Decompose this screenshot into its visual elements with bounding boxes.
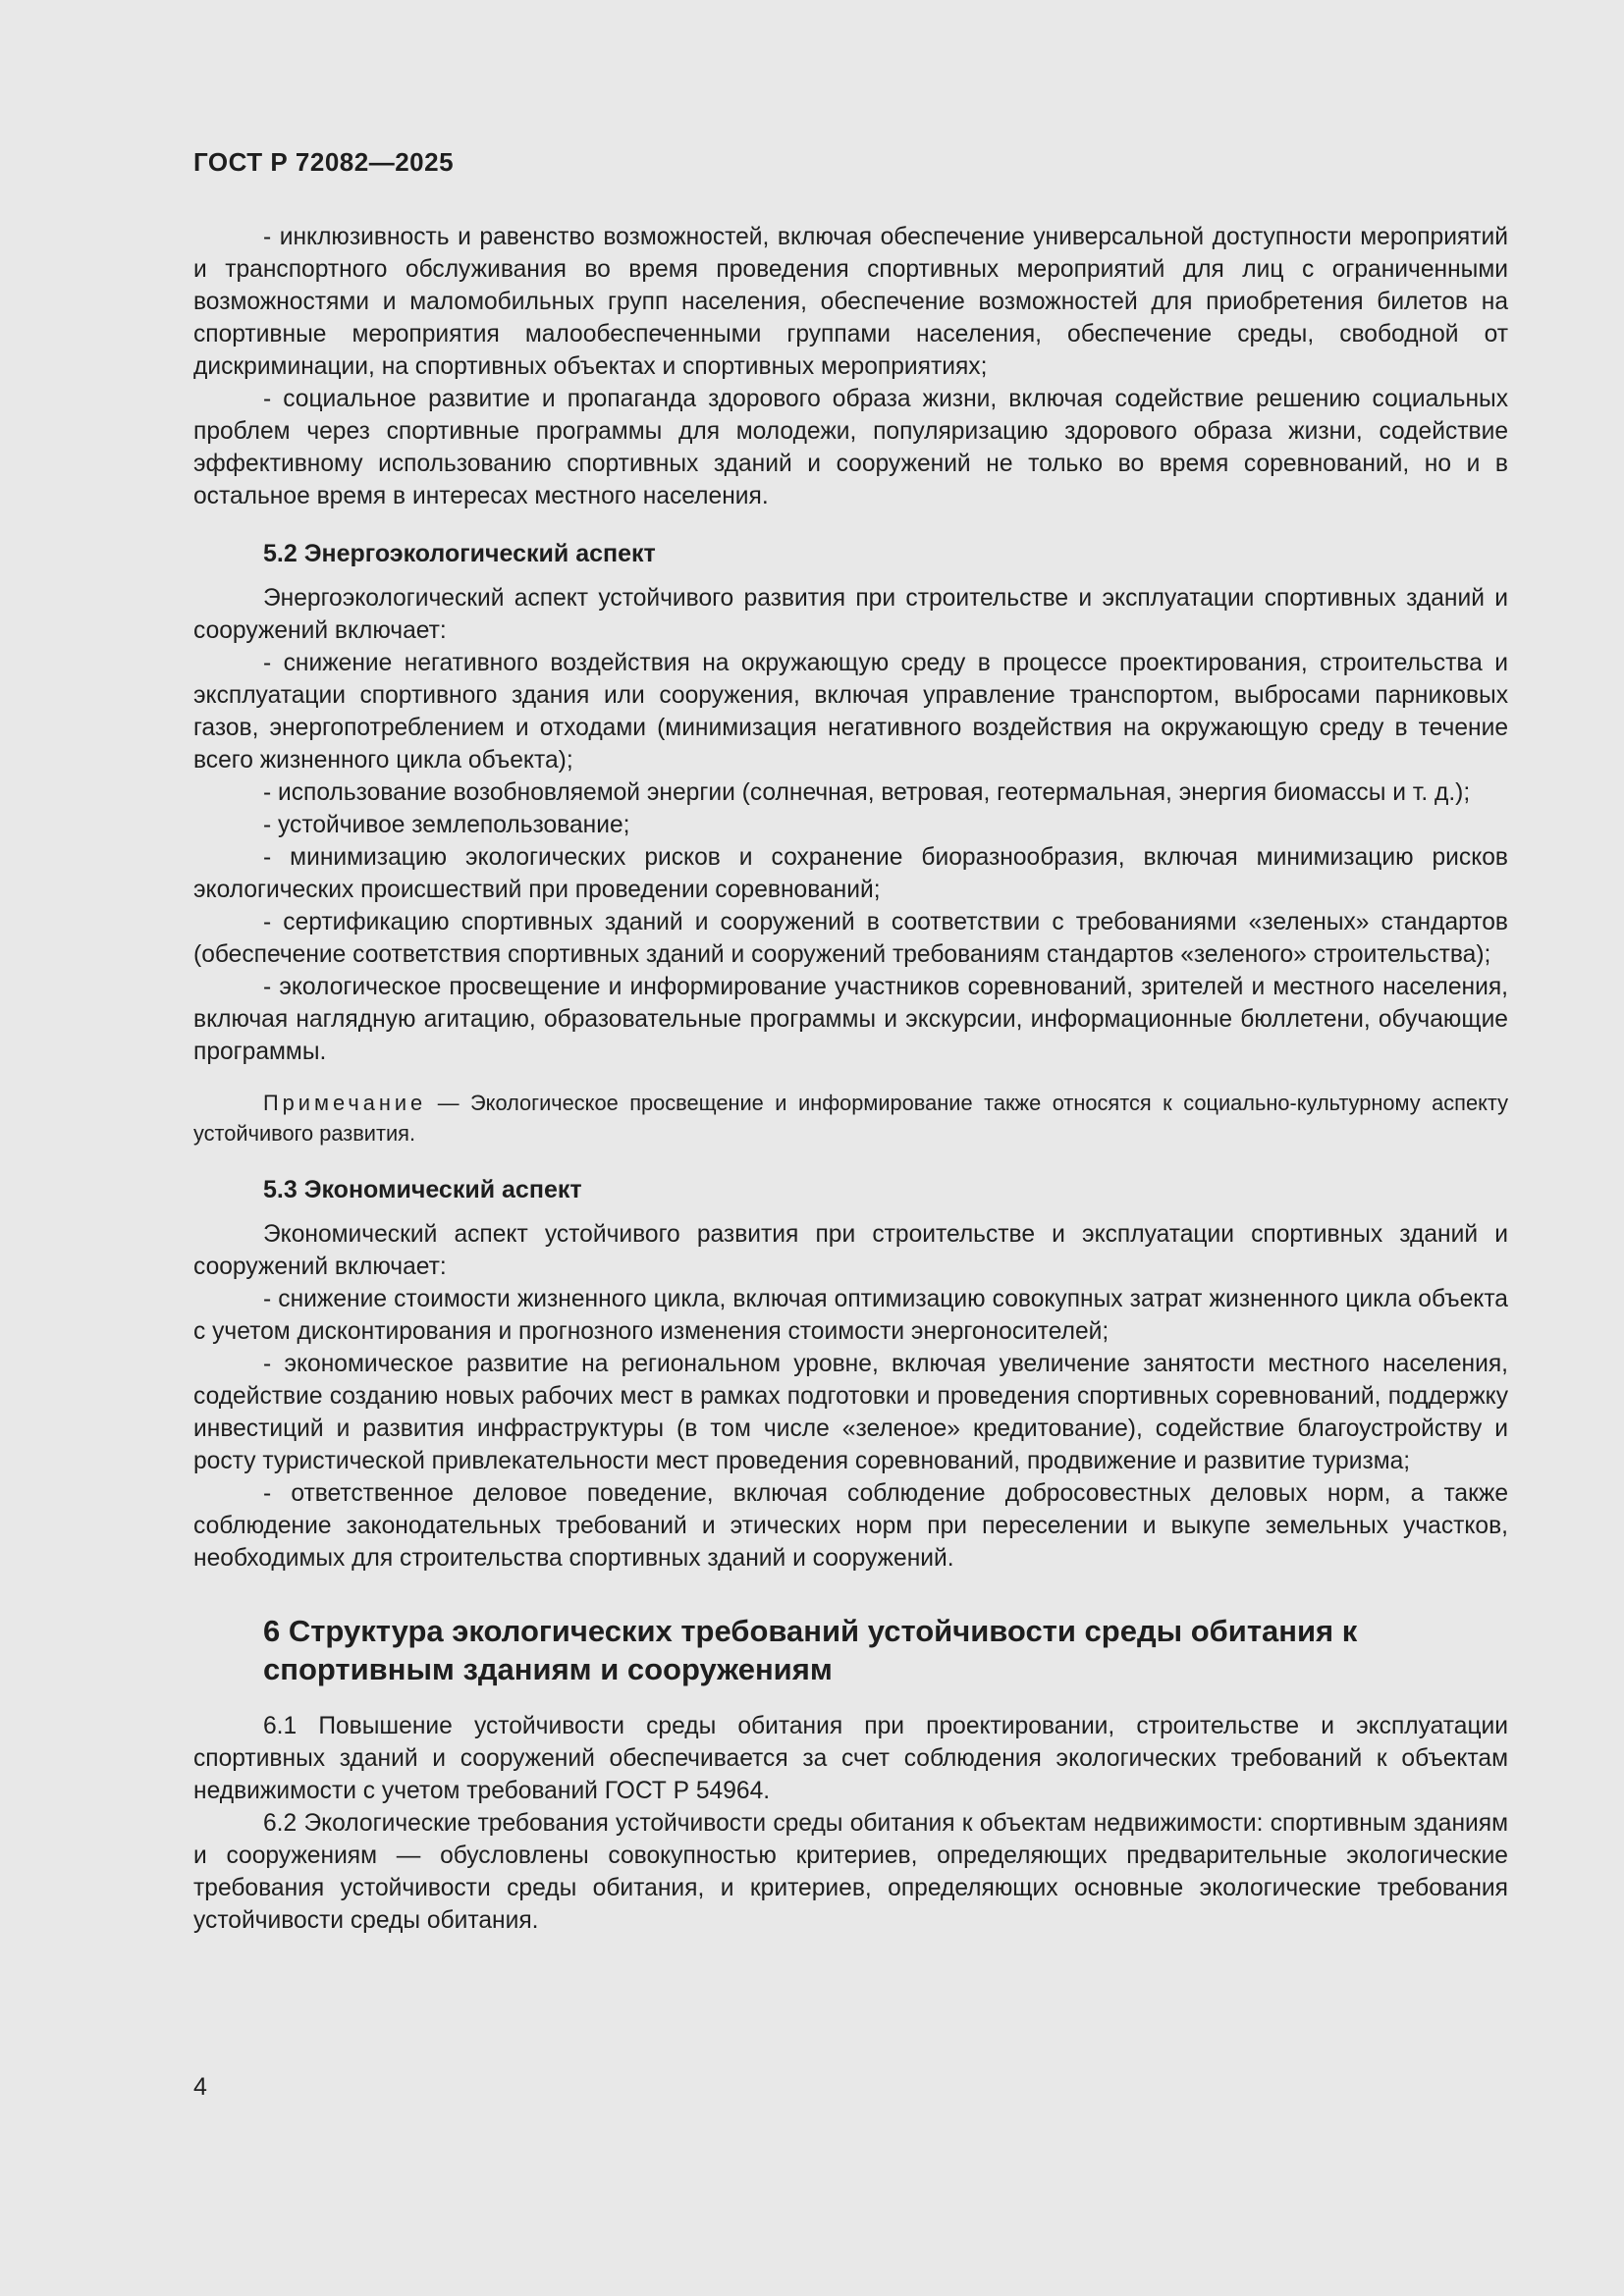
note-label: Примечание: [263, 1091, 427, 1115]
list-item: - социальное развитие и пропаганда здорового образа жизни, включая содействие решению социальных проблем через спортивные программы для молодежи, популяризацию здорового образа жизни, содействие эффективному использованию спортивных зданий и сооружений не только во время соревнований, но и в остальное время в интересах местного населения.: [193, 386, 1508, 509]
paragraph: 6.2 Экологические требования устойчивости среды обитания к объектам недвижимости: спортивным зданиям и сооружениям — обусловлены совокупностью критериев, определяющих предварительные экологические требования устойчивости среды обитания, и критериев, определяющих основные экологические требования устойчивости среды обитания.: [193, 1810, 1508, 1934]
section-5-2-body: [193, 582, 1508, 1068]
section-heading-5-2: 5.2 Энергоэкологический аспект: [263, 540, 656, 567]
list-item: - снижение стоимости жизненного цикла, включая оптимизацию совокупных затрат жизненного цикла объекта с учетом дисконтирования и прогнозного изменения стоимости энергоносителей;: [193, 1286, 1508, 1345]
paragraph: 6.1 Повышение устойчивости среды обитания при проектировании, строительстве и эксплуатации спортивных зданий и сооружений обеспечивается за счет соблюдения экологических требований к объектам недвижимости с учетом требований ГОСТ Р 54964.: [193, 1713, 1508, 1804]
section-6-body: [193, 1710, 1508, 1937]
list-item: - экономическое развитие на региональном уровне, включая увеличение занятости местного населения, содействие созданию новых рабочих мест в рамках подготовки и проведения спортивных соревнований, поддержку инвестиций и развития инфраструктуры (в том числе «зеленое» кредитование), содействие благоустройству и росту туристической привлекательности мест проведения соревнований, продвижение и развитие туризма;: [193, 1351, 1508, 1474]
list-item: - инклюзивность и равенство возможностей, включая обеспечение универсальной доступности мероприятий и транспортного обслуживания во время проведения спортивных мероприятий для лиц с ограниченными возможностями и маломобильных групп населения, обеспечение возможностей для приобретения билетов на спортивные мероприятия малообеспеченными группами населения, обеспечение среды, свободной от дискриминации, на спортивных объектах и спортивных мероприятиях;: [193, 224, 1508, 380]
chapter-heading-6: 6 Структура экологических требований устойчивости среды обитания к спортивным зданиям и сооружениям: [263, 1614, 1358, 1686]
paragraph: Экономический аспект устойчивого развития при строительстве и эксплуатации спортивных зданий и сооружений включает:: [193, 1221, 1508, 1280]
note: [193, 1088, 1508, 1148]
list-item: - сертификацию спортивных зданий и сооружений в соответствии с требованиями «зеленых» стандартов (обеспечение соответствия спортивных зданий и сооружений требованиям стандартов «зеленого» строительства);: [193, 909, 1508, 968]
list-item: - минимизацию экологических рисков и сохранение биоразнообразия, включая минимизацию рисков экологических происшествий при проведении соревнований;: [193, 844, 1508, 903]
page-number: 4: [193, 2073, 207, 2101]
list-item: - снижение негативного воздействия на окружающую среду в процессе проектирования, строительства и эксплуатации спортивного здания или сооружения, включая управление транспортом, выбросами парниковых газов, энергопотреблением и отходами (минимизация негативного воздействия на окружающую среду в течение всего жизненного цикла объекта);: [193, 650, 1508, 774]
list-item: - экологическое просвещение и информирование участников соревнований, зрителей и местного населения, включая наглядную агитацию, образовательные программы и экскурсии, информационные бюллетени, обучающие программы.: [193, 974, 1508, 1065]
intro-items: [193, 221, 1508, 512]
paragraph: Энергоэкологический аспект устойчивого развития при строительстве и эксплуатации спортивных зданий и сооружений включает:: [193, 585, 1508, 644]
document-code-header: ГОСТ Р 72082—2025: [193, 147, 455, 177]
list-item: - устойчивое землепользование;: [263, 812, 630, 838]
list-item: - использование возобновляемой энергии (солнечная, ветровая, геотермальная, энергия биомассы и т. д.);: [263, 779, 1471, 806]
list-item: - ответственное деловое поведение, включая соблюдение добросовестных деловых норм, а также соблюдение законодательных требований и этических норм при переселении и выкупе земельных участков, необходимых для строительства спортивных зданий и сооружений.: [193, 1480, 1508, 1572]
note-text: — Экологическое просвещение и информирование также относятся к социально-культурному аспекту устойчивого развития.: [193, 1091, 1508, 1146]
section-5-3-body: [193, 1218, 1508, 1575]
section-heading-5-3: 5.3 Экономический аспект: [263, 1176, 582, 1203]
